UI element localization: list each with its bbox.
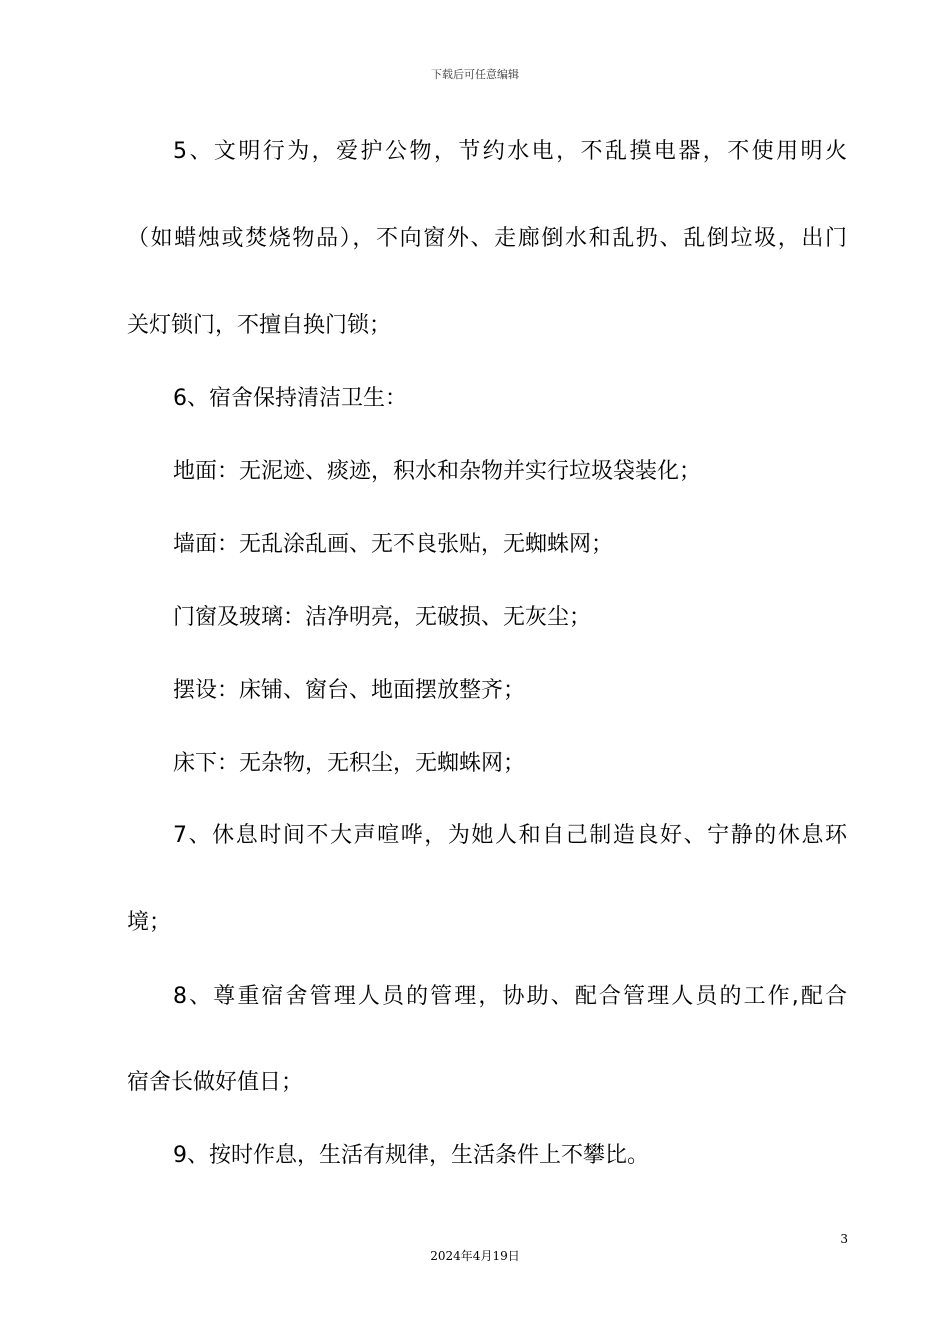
paragraph-line: 7、休息时间不大声喧哗，为她人和自己制造良好、宁静的休息环	[173, 823, 847, 848]
paragraph-line: 境；	[127, 910, 172, 935]
paragraph-line: 墙面：无乱涂乱画、无不良张贴，无蜘蛛网；	[173, 532, 614, 557]
paragraph-line: 8、尊重宿舍管理人员的管理，协助、配合管理人员的工作,配合	[173, 984, 847, 1009]
page-footer-date: 2024年4月19日	[430, 1249, 520, 1263]
paragraph-line: 9、按时作息，生活有规律，生活条件上不攀比。	[173, 1143, 649, 1168]
paragraph-line: 摆设：床铺、窗台、地面摆放整齐；	[173, 678, 526, 703]
paragraph-line: 关灯锁门，不擅自换门锁；	[127, 313, 392, 338]
paragraph-line: （如蜡烛或焚烧物品），不向窗外、走廊倒水和乱扔、乱倒垃圾，出门	[127, 226, 847, 251]
paragraph-line: 床下：无杂物，无积尘，无蜘蛛网；	[173, 751, 526, 776]
page-header: 下载后可任意编辑	[431, 68, 519, 81]
paragraph-line: 地面：无泥迹、痰迹，积水和杂物并实行垃圾袋装化；	[173, 459, 702, 484]
paragraph-line: 6、宿舍保持清洁卫生：	[173, 386, 407, 411]
paragraph-line: 宿舍长做好值日；	[127, 1070, 304, 1095]
paragraph-line: 5、文明行为，爱护公物，节约水电，不乱摸电器，不使用明火	[173, 139, 847, 164]
page-number: 3	[840, 1232, 848, 1246]
paragraph-line: 门窗及玻璃：洁净明亮，无破损、无灰尘；	[173, 605, 592, 630]
